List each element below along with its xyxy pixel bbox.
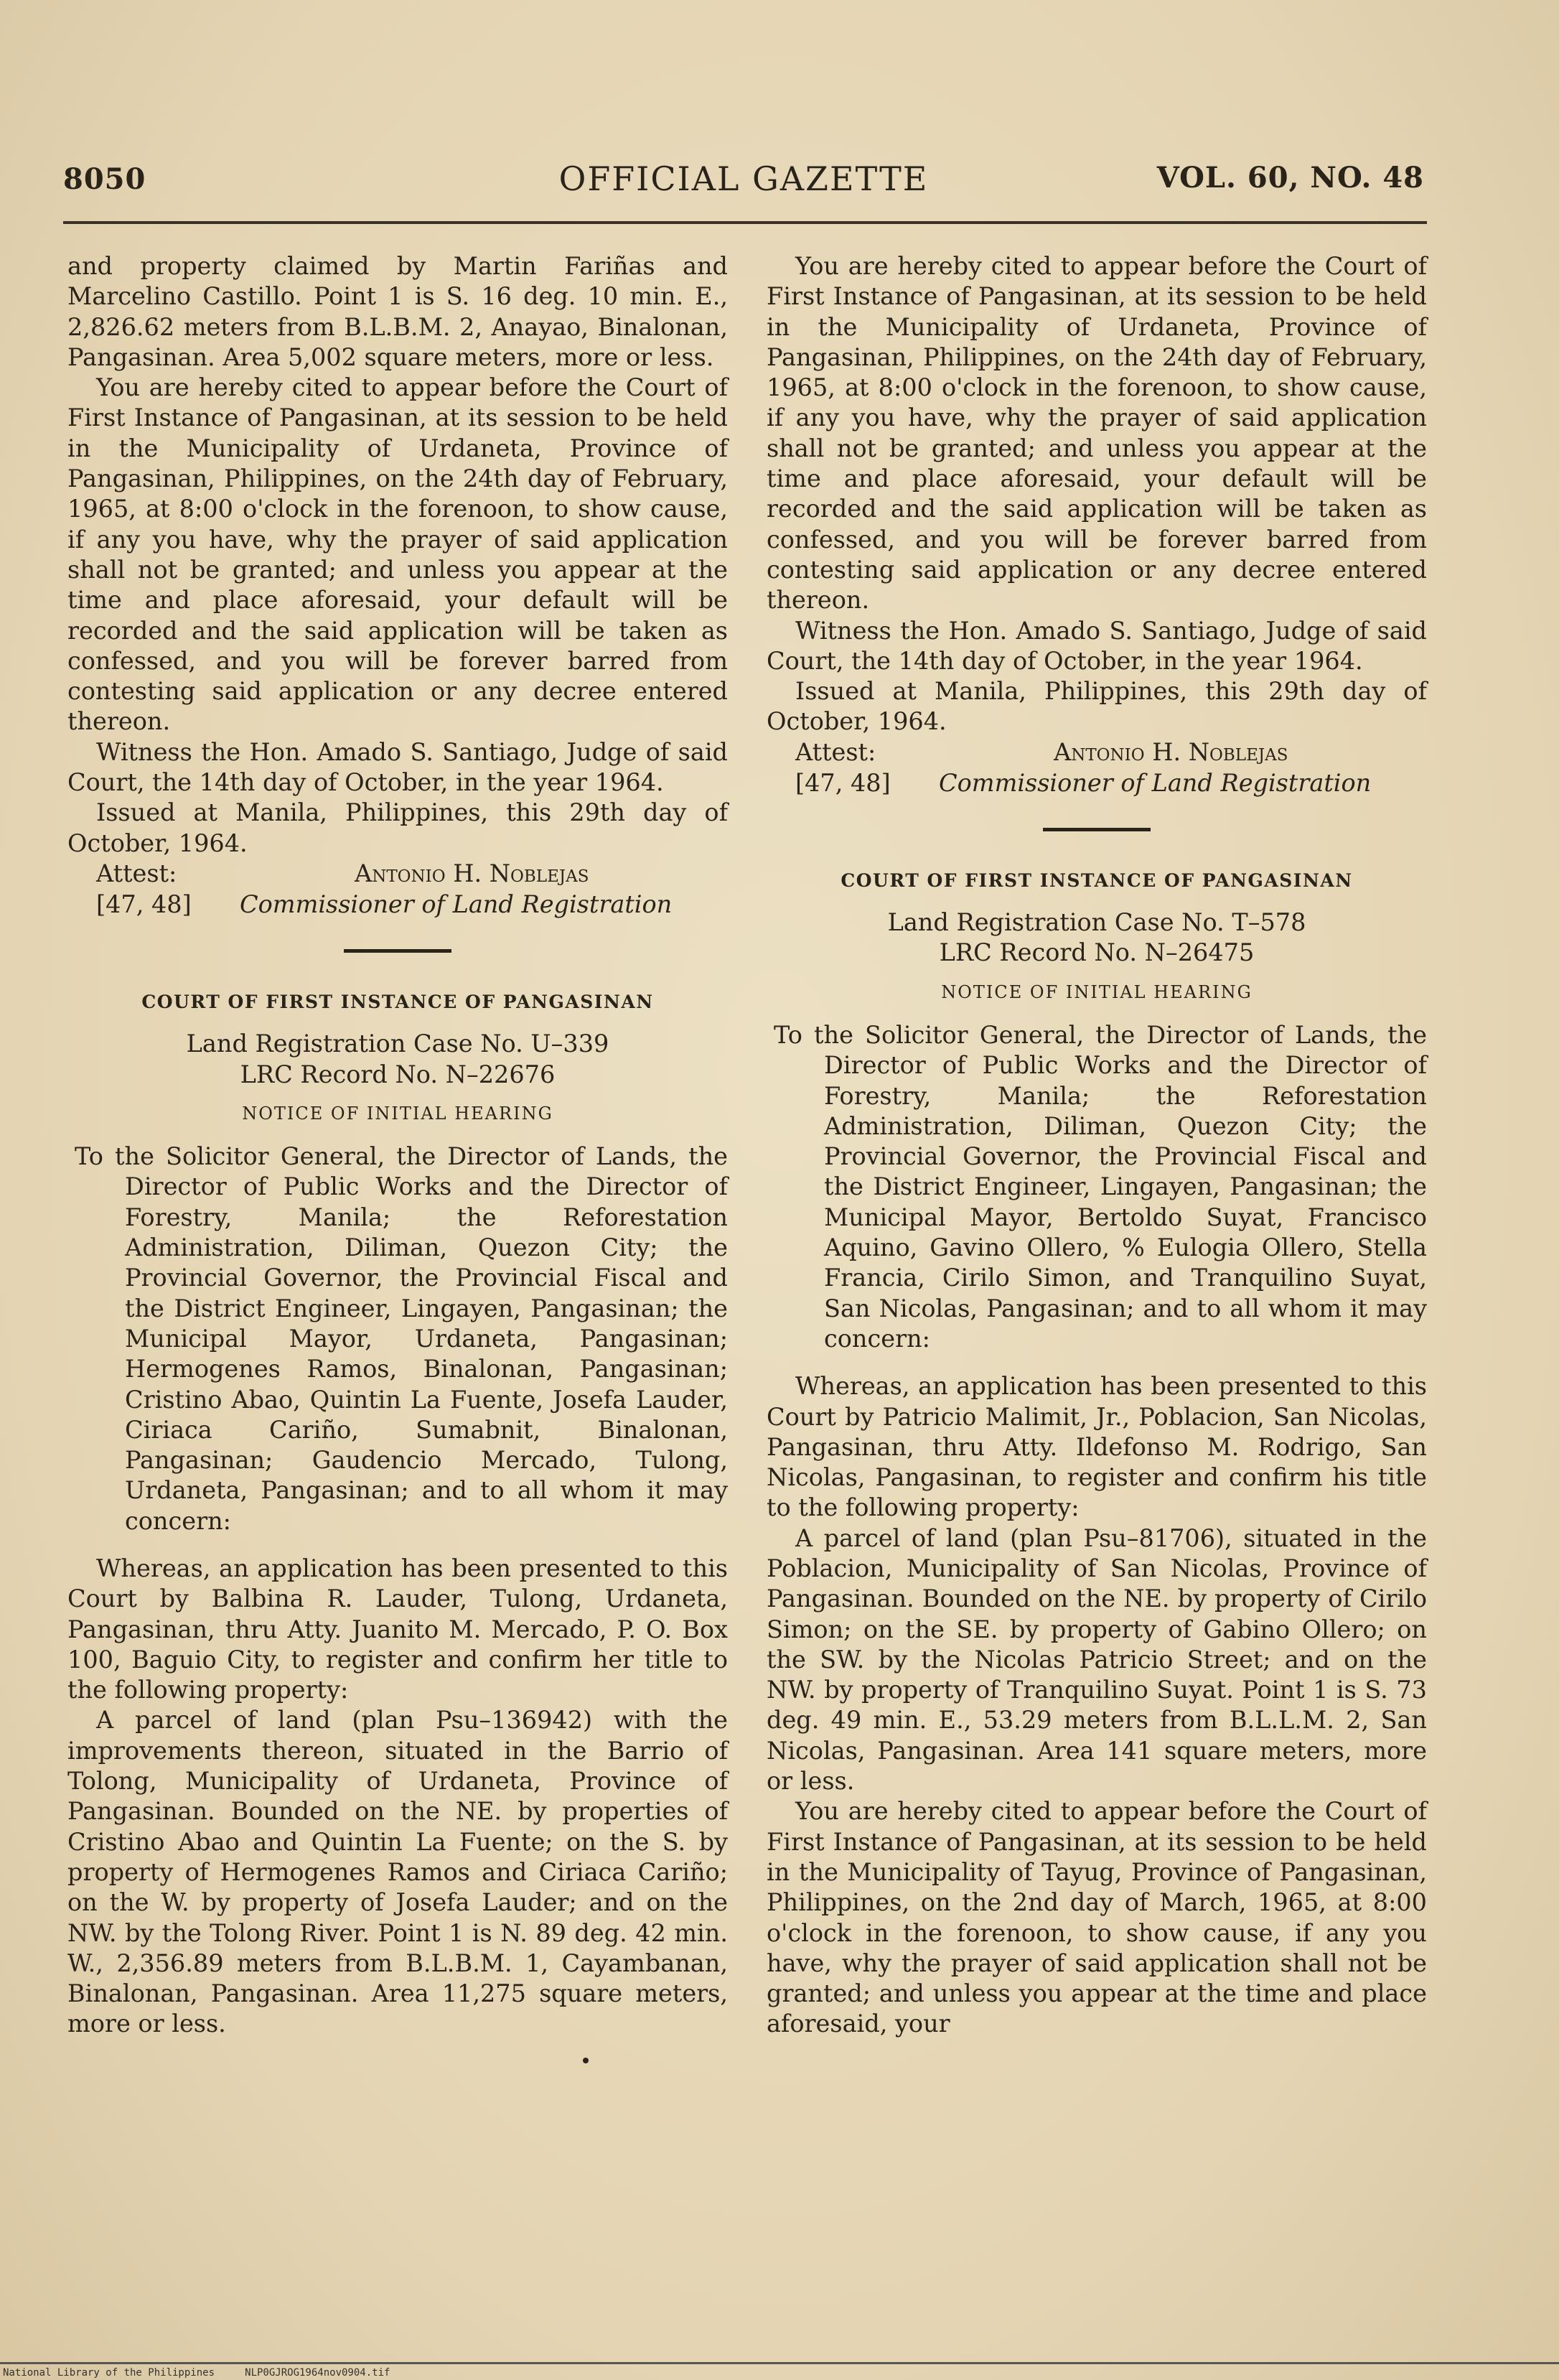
attest-label: Attest: xyxy=(795,737,876,766)
paragraph: You are hereby cited to appear before the Court of First Instance of Pangasinan, at its session to be held in the Municipality of Urdaneta, Province of Pangasinan, Philippines, on the 24th day of February, 1965, at 8:00 o'clock in the forenoon, to show cause, if any you have, why the prayer of said application shall not be granted; and unless you appear at the time and place aforesaid, your default will be recorded and the said application will be taken as confessed, and you will be forever barred from contesting said application or any decree entered thereon. xyxy=(767,252,1427,615)
signer-office: Commissioner of Land Registration xyxy=(240,890,673,918)
section-divider xyxy=(1043,828,1151,831)
paragraph: A parcel of land (plan Psu–81706), situated in the Poblacion, Municipality of San Nicolas, Province of Pangasinan. Bounded on the NE. by property of Cirilo Simon; on the SE. by property of Gabino Ollero; on the SW. by the Nicolas Patricio Street; and on the NW. by property of Tranquilino Suyat. Point 1 is S. 73 deg. 49 min. E., 53.29 meters from B.L.L.M. 2, San Nicolas, Pangasinan. Area 141 square meters, more or less. xyxy=(767,1523,1427,1796)
volume-number: VOL. 60, NO. 48 xyxy=(1156,161,1424,195)
addressee-paragraph: To the Solicitor General, the Director of Lands, the Director of Public Works and the Director of Forestry, Manila; the Reforestation Administration, Diliman, Quezon City; the Provincial Governor, the Provincial Fiscal and the District Engineer, Lingayen, Pangasinan; the Municipal Mayor, Urdaneta, Pangasinan; Hermogenes Ramos, Binalonan, Pangasinan; Cristino Abao, Quintin La Fuente, Josefa Lauder, Ciriaca Cariño, Sumabnit, Binalonan, Pangasinan; Gaudencio Mercado, Tulong, Urdaneta, Pangasinan; and to all whom it may concern: xyxy=(75,1142,728,1535)
signature-block xyxy=(67,859,728,920)
court-heading: COURT OF FIRST INSTANCE OF PANGASINAN xyxy=(841,869,1353,891)
issue-reference: [47, 48] xyxy=(795,768,891,797)
paragraph: You are hereby cited to appear before the Court of First Instance of Pangasinan, at its session to be held in the Municipality of Tayug, Province of Pangasinan, Philippines, on the 2nd day of March, 1965, at 8:00 o'clock in the forenoon, to show cause, if any you have, why the prayer of said application shall not be granted; and unless you appear at the time and place aforesaid, your xyxy=(767,1797,1427,2038)
court-heading: COURT OF FIRST INSTANCE OF PANGASINAN xyxy=(141,991,654,1012)
attest-label: Attest: xyxy=(96,859,177,887)
ink-dot xyxy=(583,2058,589,2063)
spacer xyxy=(67,1544,728,1554)
issue-reference: [47, 48] xyxy=(96,890,192,918)
notice-heading: NOTICE OF INITIAL HEARING xyxy=(941,981,1253,1002)
page-header xyxy=(63,159,1424,210)
paragraph: Witness the Hon. Amado S. Santiago, Judge of said Court, the 14th day of October, in the year 1964. xyxy=(767,616,1427,675)
signer-name: Antonio H. Noblejas xyxy=(1054,737,1288,766)
addressee-paragraph: To the Solicitor General, the Director of Lands, the Director of Public Works and the Director of Forestry, Manila; the Reforestation Administration, Diliman, Quezon City; the Provincial Governor, the Provincial Fiscal and the District Engineer, Lingayen, Pangasinan; the Municipal Mayor, Bertoldo Suyat, Francisco Aquino, Gavino Ollero, % Eulogia Ollero, Stella Francia, Cirilo Simon, and Tranquilino Suyat, San Nicolas, Pangasinan; and to all whom it may concern: xyxy=(774,1020,1427,1353)
paragraph: A parcel of land (plan Psu–136942) with the improvements thereon, situated in the Barrio of Tolong, Municipality of Urdaneta, Province of Pangasinan. Bounded on the NE. by properties of Cristino Abao and Quintin La Fuente; on the S. by property of Hermogenes Ramos and Ciriaca Cariño; on the W. by property of Josefa Lauder; and on the NW. by the Tolong River. Point 1 is N. 89 deg. 42 min. W., 2,356.89 meters from B.L.B.M. 1, Cayambanan, Binalonan, Pangasinan. Area 11,275 square meters, more or less. xyxy=(67,1706,728,2038)
signer-office: Commissioner of Land Registration xyxy=(939,768,1372,797)
paragraph: You are hereby cited to appear before the Court of First Instance of Pangasinan, at its session to be held in the Municipality of Urdaneta, Province of Pangasinan, Philippines, on the 24th day of February, 1965, at 8:00 o'clock in the forenoon, to show cause, if any you have, why the prayer of said application shall not be granted; and unless you appear at the time and place aforesaid, your default will be recorded and the said application will be taken as confessed, and you will be forever barred from contesting said application or any decree entered thereon. xyxy=(67,373,728,736)
section-divider xyxy=(344,949,451,953)
right-column xyxy=(767,251,1427,2040)
header-rule xyxy=(63,221,1427,224)
notice-heading: NOTICE OF INITIAL HEARING xyxy=(242,1103,553,1124)
signature-block xyxy=(767,737,1427,799)
paragraph: Issued at Manila, Philippines, this 29th day of October, 1964. xyxy=(67,798,728,857)
paragraph: Issued at Manila, Philippines, this 29th day of October, 1964. xyxy=(767,677,1427,736)
record-number: LRC Record No. N–22676 xyxy=(240,1060,556,1088)
footer-rule xyxy=(0,2362,1559,2364)
paragraph: and property claimed by Martin Fariñas and Marcelino Castillo. Point 1 is S. 16 deg. 10 min. E., 2,826.62 meters from B.L.B.M. 2, Anayao, Binalonan, Pangasinan. Area 5,002 square meters, more or less. xyxy=(67,252,728,371)
spacer xyxy=(767,1361,1427,1371)
page-number: 8050 xyxy=(63,162,146,196)
paragraph: Whereas, an application has been presented to this Court by Patricio Malimit, Jr., Poblacion, San Nicolas, Pangasinan, thru Atty. Ildefonso M. Rodrigo, San Nicolas, Pangasinan, to register and confirm his title to the following property: xyxy=(767,1372,1427,1522)
paragraph: Witness the Hon. Amado S. Santiago, Judge of said Court, the 14th day of October, in the year 1964. xyxy=(67,737,728,797)
paragraph: Whereas, an application has been presented to this Court by Balbina R. Lauder, Tulong, Urdaneta, Pangasinan, thru Atty. Juanito M. Mercado, P. O. Box 100, Baguio City, to register and confirm her title to the following property: xyxy=(67,1554,728,1704)
record-number: LRC Record No. N–26475 xyxy=(939,938,1255,967)
publication-title: OFFICIAL GAZETTE xyxy=(558,159,929,198)
signer-name: Antonio H. Noblejas xyxy=(355,859,589,887)
left-column xyxy=(67,251,728,2040)
scan-footer: National Library of the Philippines NLP0GJROG1964nov0904.tif xyxy=(3,2367,390,2379)
case-number: Land Registration Case No. T–578 xyxy=(887,908,1306,937)
case-number: Land Registration Case No. U–339 xyxy=(186,1030,609,1058)
